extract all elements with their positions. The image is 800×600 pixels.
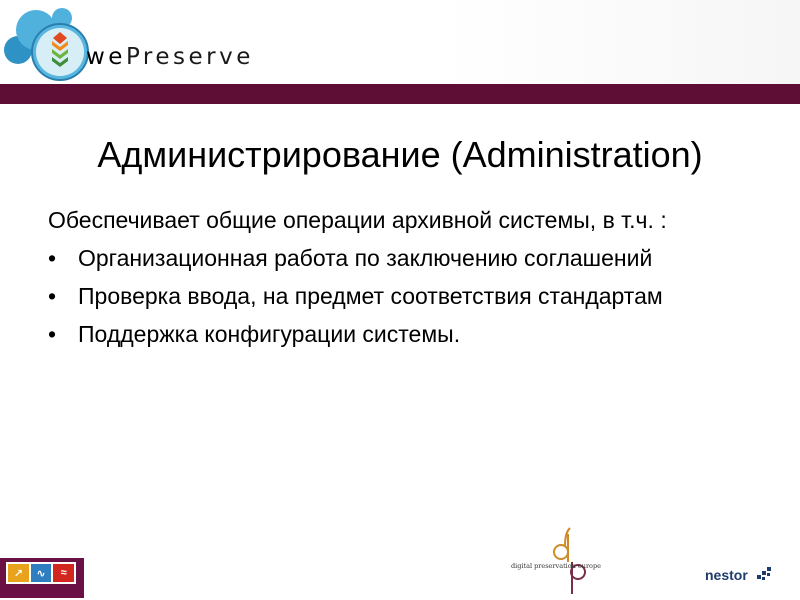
bullet-text: Организационная работа по заключению соглашений — [78, 245, 653, 271]
bullet-item — [48, 283, 768, 310]
chart-icon: ∿ — [31, 564, 52, 582]
bullet-icon: • — [48, 283, 57, 309]
wordmark-prefix: we — [86, 44, 126, 70]
bullet-text: Поддержка конфигурации системы. — [78, 321, 461, 347]
partner-logo-icons — [6, 562, 76, 584]
bullet-icon: • — [48, 321, 57, 347]
arrow-icon: ↗ — [8, 564, 29, 582]
nestor-logo: nestor — [705, 567, 748, 583]
partner-logo-left — [0, 558, 84, 598]
header-divider-bar — [0, 84, 800, 104]
slide-body — [48, 207, 768, 359]
bullet-item — [48, 245, 768, 272]
wave-icon: ≈ — [53, 564, 74, 582]
nestor-mark-icon — [757, 567, 771, 581]
dpe-caption: digital preservation europe — [511, 562, 601, 570]
dpe-logo — [508, 522, 600, 598]
wepreserve-logo — [0, 6, 300, 84]
bullet-list — [48, 245, 768, 348]
bullet-icon: • — [48, 245, 57, 271]
bullet-item — [48, 321, 768, 348]
wordmark-suffix: Preserve — [125, 44, 254, 70]
intro-paragraph: Обеспечивает общие операции архивной системы, в т.ч. : — [48, 207, 667, 233]
bullet-text: Проверка ввода, на предмет соответствия стандартам — [78, 283, 663, 309]
slide-title: Администрирование (Administration) — [97, 134, 703, 175]
wepreserve-wordmark — [86, 44, 254, 70]
